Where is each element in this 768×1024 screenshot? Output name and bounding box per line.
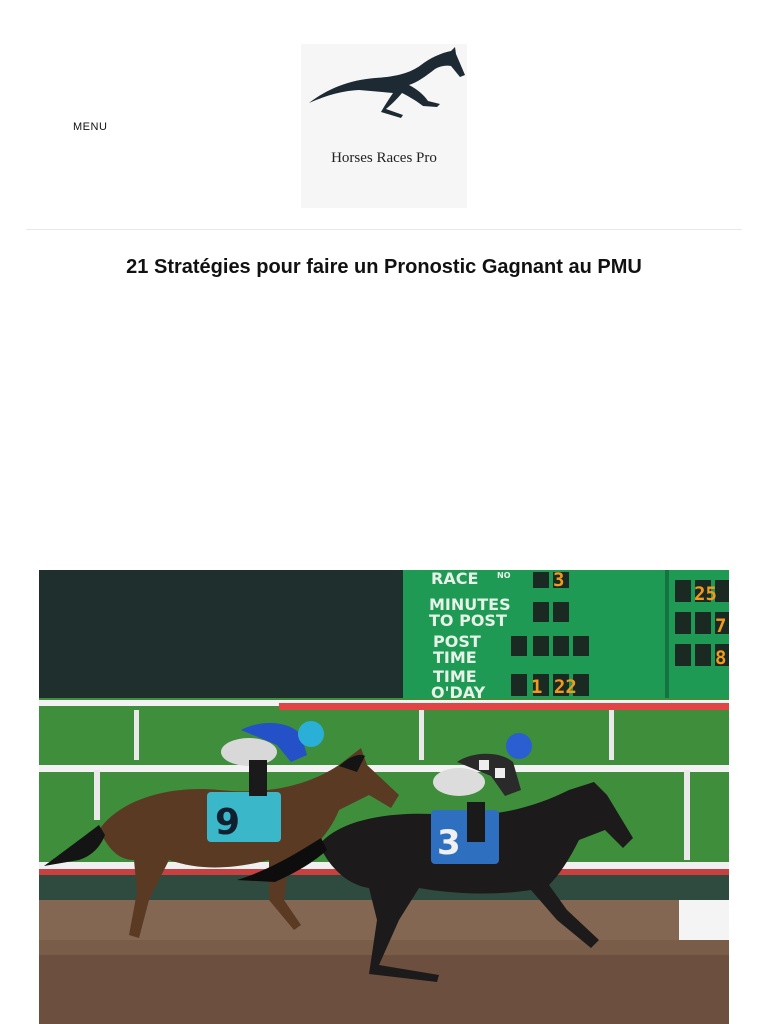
article-title: 21 Stratégies pour faire un Pronostic Gagnant au PMU — [126, 256, 642, 278]
board-minutes-line2: TO POST — [429, 611, 507, 630]
hero-image — [39, 570, 729, 1024]
board-time-of-day-value: 1 22 — [531, 676, 577, 698]
board-right-value-3: 8 — [715, 647, 727, 669]
board-time-line2: O'DAY — [431, 683, 486, 702]
board-post-line2: TIME — [433, 648, 477, 667]
menu-button[interactable]: MENU — [73, 121, 108, 133]
board-race-no-label: NO — [497, 571, 511, 580]
header-divider — [26, 229, 742, 230]
saddle-cloth-nine: 9 — [215, 802, 241, 843]
board-right-value-1: 25 — [694, 583, 717, 605]
board-post-line1: POST — [433, 632, 481, 651]
board-right-value-2: 7 — [715, 615, 727, 637]
logo-text: Horses Races Pro — [331, 150, 437, 166]
site-logo[interactable] — [301, 44, 467, 208]
site-header — [0, 0, 768, 230]
board-minutes-line1: MINUTES — [429, 595, 511, 614]
ad-space — [38, 320, 730, 550]
board-race-label: RACE — [431, 570, 479, 588]
board-race-number: 3 — [553, 570, 565, 591]
horse-icon — [305, 44, 465, 128]
horse-race-photo — [39, 570, 729, 1024]
saddle-cloth-three: 3 — [437, 823, 461, 863]
board-time-line1: TIME — [433, 667, 477, 686]
